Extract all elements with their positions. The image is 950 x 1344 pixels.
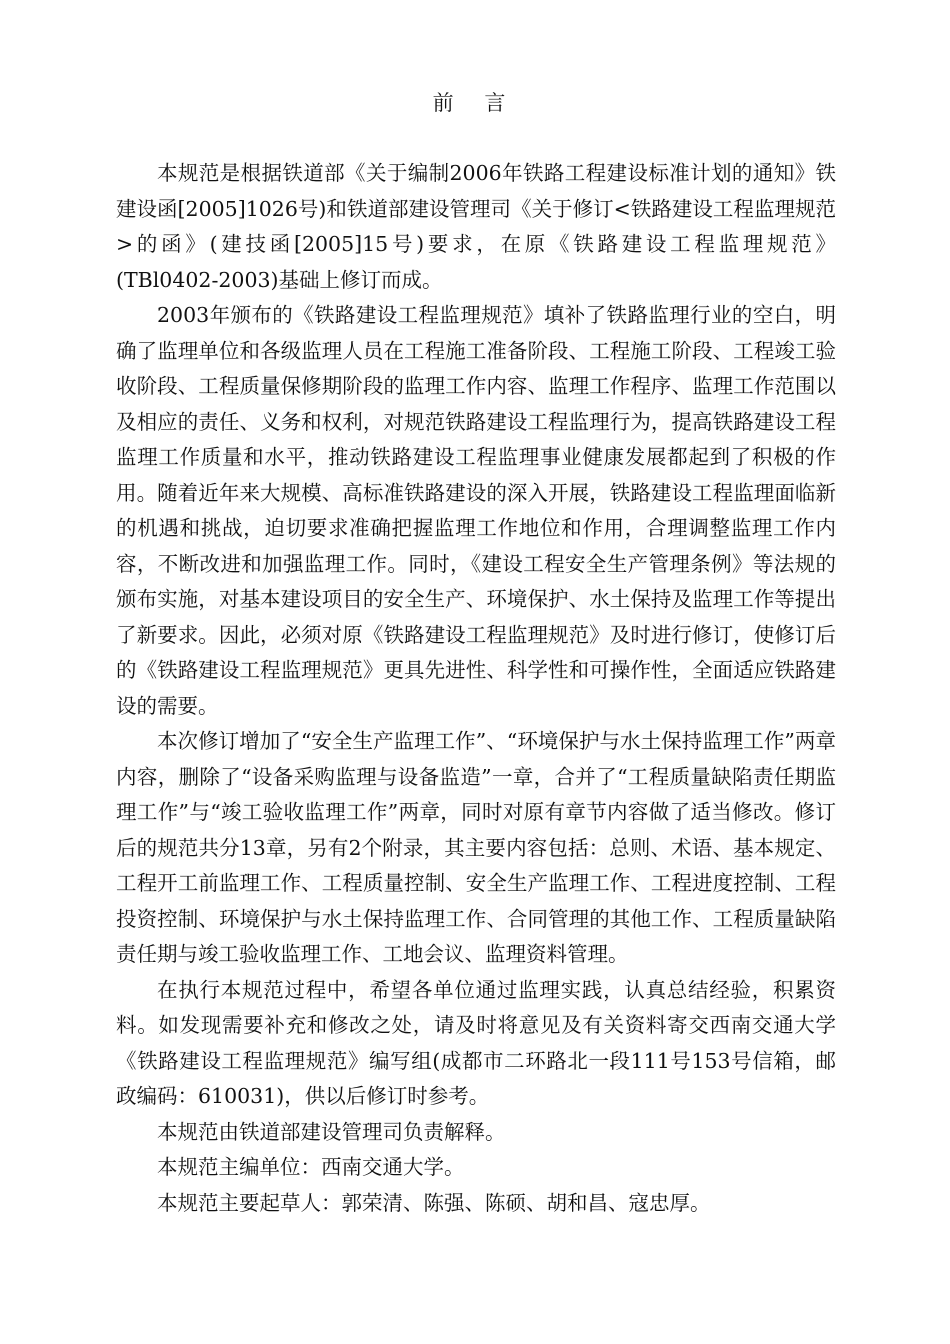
paragraph-3: 本次修订增加了“安全生产监理工作”、“环境保护与水土保持监理工作”两章内容，删除了“设备采购监理与设备监造”一章，合并了“工程质量缺陷责任期监理工作”与“竣工验收监理工作”两章，同时对原有章节内容做了适当修改。修订后的规范共分13章，另有2个附录，其主要内容包括：总则、术语、基本规定、工程开工前监理工作、工程质量控制、安全生产监理工作、工程进度控制、工程投资控制、环境保护与水土保持监理工作、合同管理的其他工作、工程质量缺陷责任期与竣工验收监理工作、工地会议、监理资料管理。 xyxy=(116,729,836,966)
paragraph-1: 本规范是根据铁道部《关于编制2006年铁路工程建设标准计划的通知》铁建设函[2005]1026号)和铁道部建设管理司《关于修订<铁路建设工程监理规范>的函》(建技函[2005]15号)要求，在原《铁路建设工程监理规范》(TBl0402-2003)基础上修订而成。 xyxy=(116,161,836,292)
paragraph-5: 本规范由铁道部建设管理司负责解释。 xyxy=(157,1119,506,1144)
paragraph-2: 2003年颁布的《铁路建设工程监理规范》填补了铁路监理行业的空白，明确了监理单位和各级监理人员在工程施工准备阶段、工程施工阶段、工程竣工验收阶段、工程质量保修期阶段的监理工作内容、监理工作程序、监理工作范围以及相应的责任、义务和权利，对规范铁路建设工程监理行为，提高铁路建设工程监理工作质量和水平，推动铁路建设工程监理事业健康发展都起到了积极的作用。随着近年来大规模、高标准铁路建设的深入开展，铁路建设工程监理面临新的机遇和挑战，迫切要求准确把握监理工作地位和作用，合理调整监理工作内容，不断改进和加强监理工作。同时，《建设工程安全生产管理条例》等法规的颁布实施，对基本建设项目的安全生产、环境保护、水土保持及监理工作等提出了新要求。因此，必须对原《铁路建设工程监理规范》及时进行修订，使修订后的《铁路建设工程监理规范》更具先进性、科学性和可操作性，全面适应铁路建设的需要。 xyxy=(116,303,836,718)
paragraph-6: 本规范主编单位：西南交通大学。 xyxy=(157,1155,465,1179)
document-body xyxy=(116,156,836,1221)
paragraph-4: 在执行本规范过程中，希望各单位通过监理实践，认真总结经验，积累资料。如发现需要补充和修改之处，请及时将意见及有关资料寄交西南交通大学《铁路建设工程监理规范》编写组(成都市二环路北一段111号153号信箱，邮政编码：610031)，供以后修订时参考。 xyxy=(116,977,836,1108)
paragraph-7: 本规范主要起草人：郭荣清、陈强、陈硕、胡和昌、寇忠厚。 xyxy=(157,1190,711,1215)
page-title: 前 言 xyxy=(432,91,518,115)
